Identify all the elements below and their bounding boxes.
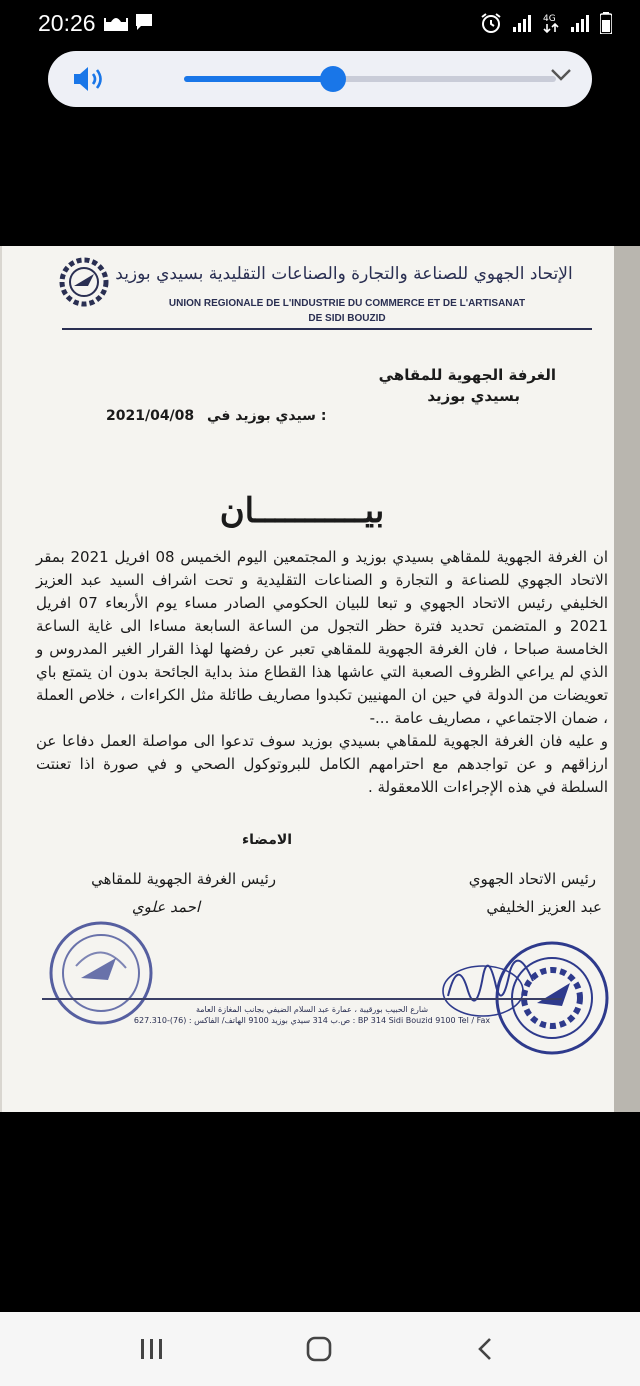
date-label: سيدي بوزيد في : <box>207 408 327 424</box>
signal-icon-2 <box>570 13 590 33</box>
status-bar <box>0 0 640 48</box>
signatures-label: الامضاء <box>242 832 293 848</box>
footer-divider <box>42 998 562 1000</box>
paragraph-1: ان الغرفة الجهوية للمقاهي بسيدي بوزيد و المجتمعين اليوم الخميس 08 افريل 2021 بمقر الاتحاد الجهوي للصناعة و التجارة و الصناعات التقليدية و تحت اشراف السيد عبد العزيز الخليفي رئيس الاتحاد الجهوي و تبعا للبيان الحكومي الصادر مساء يوم الأربعاء 07 افريل 2021 و المتضمن تحديد فترة حظر التجول من الساعة السابعة مساءا الى غاية الساعة الخامسة صباحا ، فان الغرفة الجهوية للمقاهي تعبر عن رفضها لهذا القرار الغير المدروس و الذي لم يراعي الظروف الصعبة التي عاشها هذا القطاع منذ بداية الجائحة بدون ان يتمتع باي تعويضات من الدولة في حين ان المهنيين تكبدوا مصاريف طائلة مثل الكراءات ، خلاص العملة ، ضمان الاجتماعي ، مصاريف عامة ...- <box>36 548 608 727</box>
navigation-bar <box>0 1312 640 1386</box>
right-signatory-title: رئيس الاتحاد الجهوي <box>468 870 596 888</box>
back-icon[interactable] <box>474 1336 498 1362</box>
volume-slider-fill <box>184 76 333 82</box>
paragraph-2: و عليه فان الغرفة الجهوية للمقاهي بسيدي بوزيد سوف تدعوا الى مواصلة العمل دفاعا عن ارزاقهم و عن تواجدهم مع احترامهم الكامل للبروتوكول الصحي و في صورة اذا تعنتت السلطة في هذه الإجراءات اللامعقولة . <box>36 732 608 796</box>
footer-line2: ص.ب 314 سيدي بوزيد 9100 الهاتف/ الفاكس : (76)-627.310 : BP 314 Sidi Bouzid 9100 Tel / Fax <box>133 1016 491 1025</box>
header-french <box>112 296 582 326</box>
header-french-line1: UNION REGIONALE DE L'INDUSTRIE DU COMMERCE ET DE L'ARTISANAT <box>168 298 526 309</box>
status-clock: 20:26 <box>38 10 96 36</box>
footer-address <box>102 1004 522 1026</box>
union-logo-icon <box>58 256 110 308</box>
status-left-icons <box>104 12 154 32</box>
battery-icon <box>600 12 612 34</box>
volume-panel[interactable] <box>48 51 592 107</box>
message-icon <box>134 12 154 32</box>
photo-background-edge <box>614 246 640 1112</box>
svg-text:4G: 4G <box>543 14 556 24</box>
volume-slider-thumb[interactable] <box>320 66 346 92</box>
left-signatory-title: رئيس الغرفة الجهوية للمقاهي <box>91 870 276 888</box>
date-line <box>106 408 326 424</box>
document-photo <box>0 246 640 1112</box>
data-icon <box>542 12 560 34</box>
date-value: 2021/04/08 <box>106 408 195 424</box>
document-title: بيـــــــــــان <box>219 491 385 531</box>
document-body <box>36 546 608 799</box>
home-icon[interactable] <box>305 1336 333 1362</box>
header-divider <box>62 328 592 330</box>
left-signatory-name: احمد علوي <box>131 898 201 916</box>
alarm-icon <box>480 12 502 34</box>
mosque-icon <box>104 12 128 32</box>
header-french-line2: DE SIDI BOUZID <box>308 313 386 324</box>
header-arabic: الإتحاد الجهوي للصناعة والتجارة والصناعات التقليدية بسيدي بوزيد <box>115 264 573 284</box>
recent-apps-icon[interactable] <box>138 1336 166 1362</box>
chevron-down-icon[interactable] <box>550 68 572 82</box>
footer-line1: شارع الحبيب بورقيبة ، عمارة عبد السلام الضيفي بجانب المغازة العامة <box>195 1005 429 1014</box>
status-right-icons <box>480 12 612 34</box>
signal-icon <box>512 13 532 33</box>
speaker-icon[interactable] <box>72 65 106 93</box>
recipient-line1: الغرفة الجهوية للمقاهي <box>378 366 556 384</box>
document-paper <box>2 246 614 1112</box>
volume-slider-track[interactable] <box>184 76 556 82</box>
recipient-line2: بسيدي بوزيد <box>427 387 520 405</box>
right-signatory-name: عبد العزيز الخليفي <box>486 898 602 916</box>
